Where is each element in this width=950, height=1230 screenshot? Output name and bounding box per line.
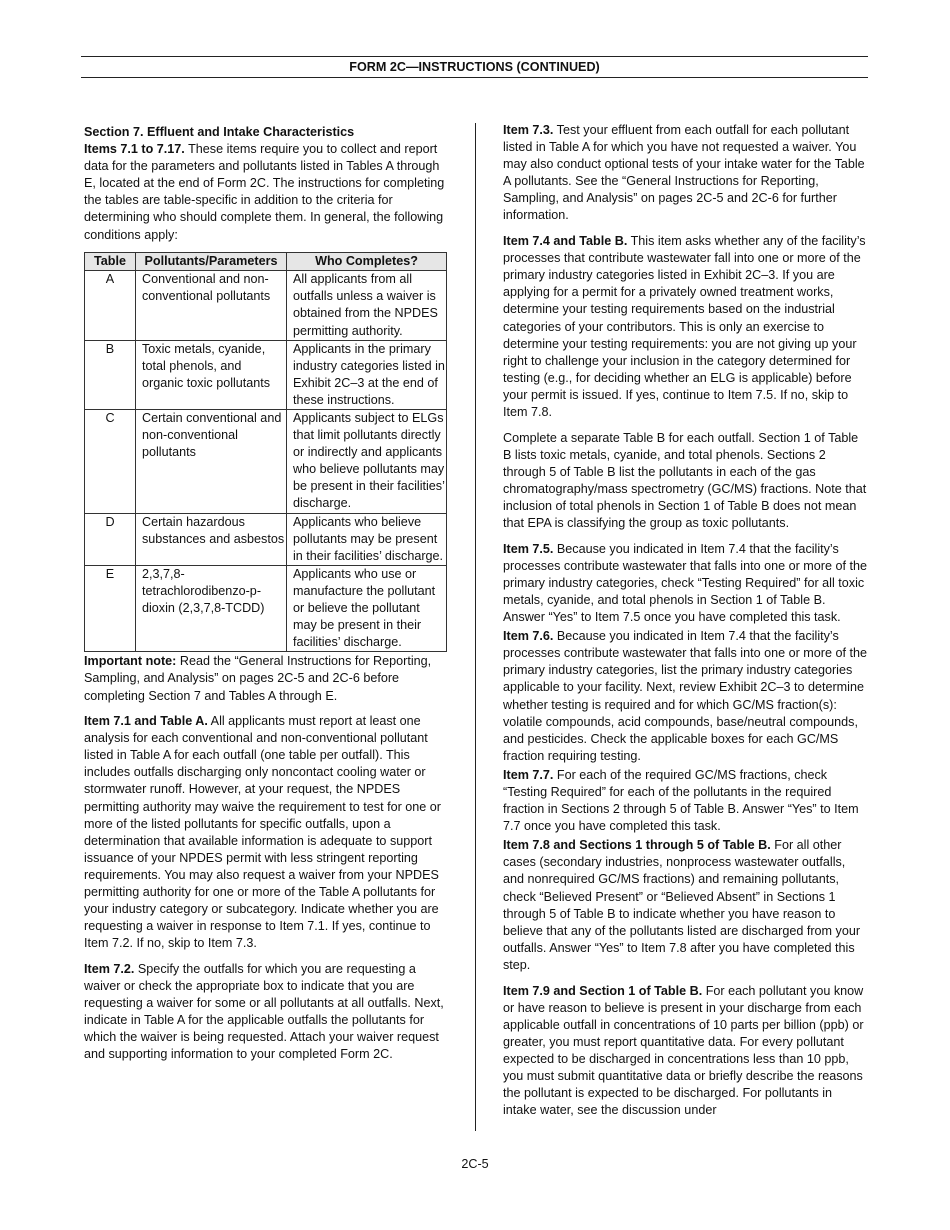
item-7-9-text: For each pollutant you know or have reason to believe is present in your discharge from each applicable outfall in concentrations of 10 parts per billion (ppb) or greater, you must report quantitative data. For every pollutant expected to be discharged in concentrations less than 10 ppb, you must submit quantitative data or briefly describe the reasons the pollutant is expected to be discharged. For pollutants in intake water, see the discussion under bbox=[503, 983, 864, 1118]
table-who: Applicants subject to ELGs that limit pollutants directly or indirectly and applicants who believe pollutants may be present in their facilities’ discharge. bbox=[287, 410, 447, 514]
important-note bbox=[84, 653, 448, 704]
table-who: All applicants from all outfalls unless a waiver is obtained from the NPDES permitting authority. bbox=[287, 271, 447, 340]
table-row bbox=[85, 513, 447, 565]
item-7-1 bbox=[84, 713, 448, 952]
column-divider bbox=[475, 123, 476, 1131]
item-7-5-text: Because you indicated in Item 7.4 that the facility’s processes contribute wastewater that falls into one or more of the primary industry categories, check “Testing Required” for all toxic metals, cyanide, and total phenols in Section 1 of Table B. Answer “Yes” to Item 7.5 once you have completed this task. bbox=[503, 541, 868, 625]
table-pollutants: Certain conventional and non-conventional pollutants bbox=[136, 410, 287, 514]
note-lead: Important note: bbox=[84, 654, 177, 669]
table-who: Applicants who use or manufacture the pollutant or believe the pollutant may be present in their facilities’ discharge. bbox=[287, 565, 447, 651]
item-7-4-lead: Item 7.4 and Table B. bbox=[503, 234, 628, 249]
header-table: Table bbox=[85, 253, 136, 271]
item-7-4 bbox=[503, 233, 867, 421]
item-7-5 bbox=[503, 541, 867, 626]
intro-text: These items require you to collect and report data for the parameters and pollutants listed in Tables A through E, located at the end of Form 2C. The instructions for completing the tables are table-specific in addition to the criteria for determining who should complete them. In general, the following conditions apply: bbox=[84, 142, 445, 242]
item-7-8-lead: Item 7.8 and Sections 1 through 5 of Table B. bbox=[503, 838, 771, 853]
table-row bbox=[85, 340, 447, 409]
table-header-row bbox=[85, 253, 447, 271]
table-row bbox=[85, 565, 447, 651]
table-pollutants: Conventional and non-conventional pollutants bbox=[136, 271, 287, 340]
conditions-table bbox=[84, 252, 447, 652]
item-7-5-lead: Item 7.5. bbox=[503, 541, 554, 556]
table-who: Applicants in the primary industry categories listed in Exhibit 2C–3 at the end of these instructions. bbox=[287, 340, 447, 409]
item-7-3-text: Test your effluent from each outfall for each pollutant listed in Table A for which you have not requested a waiver. You may also conduct optional tests of your intake water for the Table A pollutants. See the “General Instructions for Reporting, Sampling, and Analysis” on pages 2C-5 and 2C-6 for further information. bbox=[503, 123, 865, 223]
item-7-7-lead: Item 7.7. bbox=[503, 767, 554, 782]
header-pollutants: Pollutants/Parameters bbox=[136, 253, 287, 271]
item-7-6 bbox=[503, 628, 867, 765]
table-id: B bbox=[85, 340, 136, 409]
table-id: A bbox=[85, 271, 136, 340]
table-who: Applicants who believe pollutants may be present in their facilities’ discharge. bbox=[287, 513, 447, 565]
item-7-2-lead: Item 7.2. bbox=[84, 961, 135, 976]
right-column bbox=[503, 122, 867, 1128]
table-pollutants: Toxic metals, cyanide, total phenols, and organic toxic pollutants bbox=[136, 340, 287, 409]
table-id: C bbox=[85, 410, 136, 514]
section-title: Section 7. Effluent and Intake Characteristics bbox=[84, 125, 355, 139]
item-7-2 bbox=[84, 961, 448, 1064]
table-b-paragraph: Complete a separate Table B for each outfall. Section 1 of Table B lists toxic metals, cyanide, and total phenols. Sections 2 through 5 of Table B list the pollutants in each of the gas chromatography/mass spectrometry (GC/MS) fractions. Note that inclusion of total phenols in Section 1 of Table B does not mean that EPA is classifying the group as toxic pollutants. bbox=[503, 430, 867, 531]
form-header: FORM 2C—INSTRUCTIONS (CONTINUED) bbox=[81, 56, 868, 78]
item-7-8 bbox=[503, 837, 867, 974]
intro-lead: Items 7.1 to 7.17. bbox=[84, 142, 185, 157]
table-row bbox=[85, 271, 447, 340]
item-7-3 bbox=[503, 122, 867, 225]
item-7-9 bbox=[503, 983, 867, 1120]
table-row bbox=[85, 410, 447, 514]
item-7-4-text: This item asks whether any of the facility’s processes that contribute wastewater fall into one or more of the primary industry categories listed in Exhibit 2C–3. If you are applying for a permit for a privately owned treatment works, determine your testing requirements based on the industrial categories of your contributors. This is only an exercise to determine your testing requirements: you are not giving up your right to challenge your inclusion in the category determined for testing (e.g., for deciding whether an ELG is applicable) before your permit is issued. If yes, continue to Item 7.5. If no, skip to Item 7.8. bbox=[503, 234, 866, 419]
item-7-7 bbox=[503, 767, 867, 835]
table-pollutants: 2,3,7,8-tetrachlorodibenzo-p-dioxin (2,3,7,8-TCDD) bbox=[136, 565, 287, 651]
item-7-3-lead: Item 7.3. bbox=[503, 123, 554, 137]
table-id: E bbox=[85, 565, 136, 651]
item-7-9-lead: Item 7.9 and Section 1 of Table B. bbox=[503, 983, 703, 998]
note-text: Read the “General Instructions for Reporting, Sampling, and Analysis” on pages 2C-5 and 2C-6 before completing Section 7 and Tables A through E. bbox=[84, 654, 432, 703]
item-7-6-lead: Item 7.6. bbox=[503, 629, 554, 644]
table-pollutants: Certain hazardous substances and asbestos bbox=[136, 513, 287, 565]
header-who: Who Completes? bbox=[287, 253, 447, 271]
left-column bbox=[84, 124, 448, 1072]
table-id: D bbox=[85, 513, 136, 565]
page-number: 2C-5 bbox=[461, 1157, 489, 1171]
item-7-2-text: Specify the outfalls for which you are requesting a waiver or check the appropriate box to indicate that you are requesting a waiver for some or all pollutants at all outfalls. Next, indicate in Table A for the applicable outfalls the pollutants for which the waiver is being requested. Attach your waiver request and supporting information to your completed Form 2C. bbox=[84, 961, 444, 1062]
item-7-6-text: Because you indicated in Item 7.4 that the facility’s processes contribute wastewater that falls into one or more of the primary industry categories, list the primary industry categories applicable to your facility. Next, review Exhibit 2C–3 to determine whether testing is required and for which GC/MS fraction(s): volatile compounds, acid compounds, base/neutral compounds, and pesticides. Check the applicable boxes for each GC/MS fraction requiring testing. bbox=[503, 629, 868, 763]
item-7-7-text: For each of the required GC/MS fractions, check “Testing Required” for each of the pollutants in the required fraction in Sections 2 through 5 of Table B. Answer “Yes” to Item 7.7 once you have completed this task. bbox=[503, 767, 859, 834]
item-7-1-text: All applicants must report at least one analysis for each conventional and non-conventional pollutant listed in Table A for each outfall (one table per outfall). This includes outfalls discharging only noncontact cooling water or stormwater runoff. However, at your request, the NPDES permitting authority may waive the requirement to test for one or more of the listed pollutants for specific outfalls, upon a determination that available information is adequate to support issuance of your NPDES permit with less stringent reporting requirements. You may also request a waiver from your NPDES permitting authority for one or more of the Table A pollutants for your industry category or subcategory. Indicate whether you are requesting a waiver in response to Item 7.1. If yes, continue to Item 7.2. If no, skip to Item 7.3. bbox=[84, 714, 441, 951]
item-7-8-text: For all other cases (secondary industries, nonprocess wastewater outfalls, and nonrequired GC/MS fractions) and remaining pollutants, check “Believed Present” or “Believed Absent” in Sections 1 through 5 of Table B to indicate whether you have reason to believe that any of the pollutants listed are discharged from your outfalls. Answer “Yes” to Item 7.8 after you have completed this step. bbox=[503, 838, 861, 972]
item-7-1-lead: Item 7.1 and Table A. bbox=[84, 714, 208, 729]
intro-paragraph bbox=[84, 141, 448, 244]
